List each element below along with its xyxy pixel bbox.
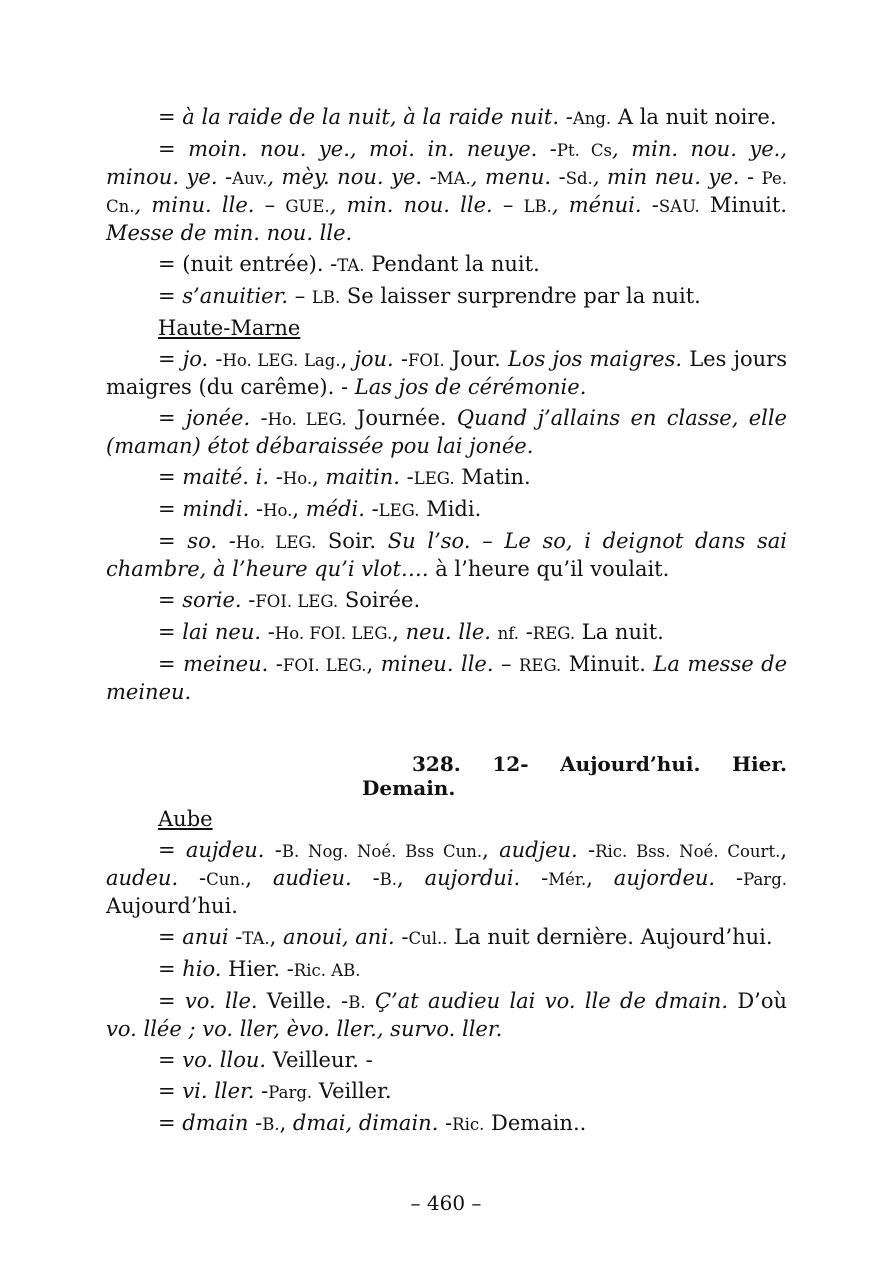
entry-text: Veilleur. - <box>266 1048 373 1072</box>
dialect-form: maitin. <box>325 465 400 489</box>
dialect-form: La messe de meineu. <box>106 652 788 704</box>
locality-abbrev: Pe. Cn. <box>106 169 787 216</box>
locality-abbrev: Ho. LEG. Lag. <box>222 351 341 370</box>
entry-text: - <box>519 620 533 644</box>
entry-text: – <box>254 193 286 217</box>
locality-abbrev: FOI. <box>407 351 445 370</box>
entry-text: , <box>340 347 355 371</box>
dictionary-entry <box>106 136 787 247</box>
dialect-form: à la raide de la nuit, à la raide nuit. <box>182 105 560 129</box>
dictionary-entry <box>106 104 787 132</box>
dictionary-entry <box>106 988 787 1043</box>
entry-text: , <box>482 838 500 862</box>
entries-section-c <box>106 837 787 1138</box>
dialect-form: , mèy. nou. ye. <box>267 165 423 189</box>
dialect-form: moin. nou. ye., moi. in. neuye. <box>188 137 538 161</box>
dialect-form: anui <box>182 925 229 949</box>
dialect-form: , min. nou. lle. <box>329 193 493 217</box>
entry-text: , <box>366 652 381 676</box>
entry-text: - <box>559 105 573 129</box>
entry-text: La nuit dernière. Aujourd’hui. <box>447 925 773 949</box>
entry-text: - <box>254 1079 269 1103</box>
dictionary-entry <box>106 924 787 952</box>
entry-text: - <box>248 1111 263 1135</box>
dialect-form: , menu. <box>470 165 552 189</box>
locality-abbrev: Cun. <box>206 870 246 889</box>
locality-abbrev: GUE. <box>285 197 330 216</box>
dialect-form: audieu. <box>272 866 352 890</box>
entry-text: - <box>249 497 264 521</box>
page-number: – 460 – <box>410 1191 482 1215</box>
dialect-form: mineu. lle. <box>380 652 494 676</box>
entry-text: = <box>158 989 185 1013</box>
region-heading-aube: Aube <box>158 807 213 831</box>
locality-abbrev: MA. <box>436 169 471 188</box>
entry-text: , <box>780 838 788 862</box>
locality-abbrev: Ric. AB. <box>293 961 361 980</box>
dialect-form: so. <box>187 529 218 553</box>
entry-text: Journée. <box>346 406 457 430</box>
dialect-form: Quand j’allains en classe, elle (maman) étot débaraissée pou lai jonée. <box>106 406 787 458</box>
entry-text: - <box>261 620 275 644</box>
section-word-aujourdhui: Aujourd’hui. <box>560 752 701 776</box>
locality-abbrev: Pt. Cs <box>556 141 613 160</box>
locality-abbrev: Parg. <box>268 1083 313 1102</box>
entry-text: Aujourd’hui. <box>106 894 238 918</box>
locality-abbrev: Ric. Bss. Noé. Court. <box>595 842 781 861</box>
dialect-form: Messe de min. nou. lle. <box>106 221 353 245</box>
dialect-form: vo. llée ; vo. ller, èvo. ller., survo. ller. <box>106 1017 503 1041</box>
dialect-form: , min neu. ye. <box>592 165 740 189</box>
dictionary-entry <box>106 651 787 706</box>
locality-abbrev: Ho. FOI. LEG. <box>274 624 393 643</box>
entry-text: Les jours maigres (du carême). - <box>106 347 787 399</box>
locality-abbrev: TA. <box>242 929 270 948</box>
dictionary-entry <box>106 837 787 920</box>
entry-text: - <box>269 465 283 489</box>
locality-abbrev: Ho. LEG. <box>235 533 317 552</box>
entry-text: = <box>158 1048 183 1072</box>
entry-text: = <box>158 465 183 489</box>
entry-text: - <box>268 652 283 676</box>
dialect-form: Su l’so. – Le so, i deignot dans sai chambre, à l’heure qu’i vlot…. <box>106 529 787 581</box>
entry-text: , <box>392 620 406 644</box>
entry-text: - <box>178 866 207 890</box>
entry-text: – <box>288 284 312 308</box>
dialect-form: audeu. <box>106 866 179 890</box>
entry-text: = <box>158 105 183 129</box>
entry-text: - <box>228 925 243 949</box>
entry-text: - <box>537 137 557 161</box>
dialect-form: neu. lle. <box>405 620 491 644</box>
locality-abbrev: SAU. <box>658 197 700 216</box>
entry-text: Jour. <box>444 347 508 371</box>
entry-text: - <box>364 497 379 521</box>
entry-text: à l’heure qu’il voulait. <box>428 557 670 581</box>
dictionary-entry <box>106 1078 787 1106</box>
entry-text <box>491 620 498 644</box>
entry-text: - <box>715 866 744 890</box>
dialect-form: dmain <box>182 1111 249 1135</box>
section-heading-line1 <box>412 752 787 776</box>
entry-text: = <box>158 925 183 949</box>
dialect-form: Ç’at audieu lai vo. lle de dmain. <box>374 989 728 1013</box>
entry-text: Minuit. <box>699 193 788 217</box>
section-heading-line2: Demain. <box>362 776 456 800</box>
locality-abbrev: Mér. <box>548 870 587 889</box>
entry-text: , <box>292 497 306 521</box>
entry-text: Pendant la nuit. <box>364 252 540 276</box>
locality-abbrev: B. <box>379 870 398 889</box>
entry-text: , <box>586 866 614 890</box>
dialect-form: meineu. <box>183 652 269 676</box>
locality-abbrev: LB. <box>523 197 552 216</box>
section-number: 328. <box>412 752 461 776</box>
locality-abbrev: REG. <box>519 656 562 675</box>
entry-text: = <box>158 497 183 521</box>
dialect-form: mindi. <box>182 497 250 521</box>
dictionary-entry <box>106 528 787 583</box>
entry-text: , <box>245 866 273 890</box>
entry-text: – <box>492 193 524 217</box>
entry-text: Hier. - <box>221 957 294 981</box>
dictionary-entry <box>106 405 787 460</box>
dictionary-entry <box>106 587 787 615</box>
dialect-form: jonée. <box>185 406 251 430</box>
locality-abbrev: Sd. <box>565 169 593 188</box>
entry-text: - <box>394 925 409 949</box>
dictionary-entry <box>106 464 787 492</box>
dialect-form: aujdeu. <box>185 838 265 862</box>
locality-abbrev: LEG. <box>413 469 455 488</box>
entry-text: = <box>158 406 186 430</box>
entries-section-a <box>106 104 787 311</box>
entry-text: = <box>158 588 183 612</box>
locality-abbrev: REG. <box>532 624 576 643</box>
dictionary-entry <box>106 619 787 647</box>
dialect-form: Las jos de cérémonie. <box>354 375 587 399</box>
locality-abbrev: Auv. <box>232 169 268 188</box>
dictionary-entry <box>106 1110 787 1138</box>
dialect-form: , minu. lle. <box>134 193 255 217</box>
entry-text: Se laisser surprendre par la nuit. <box>340 284 701 308</box>
entry-text: - <box>438 1111 453 1135</box>
entry-text: Soir. <box>316 529 388 553</box>
dialect-form: vi. ller. <box>182 1079 255 1103</box>
entry-text: Minuit. <box>561 652 654 676</box>
dialect-form: hio. <box>182 957 222 981</box>
entries-section-b <box>106 346 787 706</box>
entry-text: = <box>158 1079 183 1103</box>
entry-text: = <box>158 838 186 862</box>
section-heading <box>106 752 787 800</box>
region-heading-haute-marne: Haute-Marne <box>158 316 301 340</box>
entry-text: - <box>250 406 268 430</box>
entry-text: - <box>217 165 233 189</box>
locality-abbrev: Ho. <box>263 501 293 520</box>
dictionary-entry <box>106 1047 787 1074</box>
dialect-form: lai neu. <box>182 620 262 644</box>
locality-abbrev: FOI. LEG. <box>282 656 367 675</box>
entry-text: = <box>158 137 189 161</box>
entry-text: Veille. - <box>257 989 349 1013</box>
dialect-form: jou. <box>354 347 394 371</box>
locality-abbrev: LB. <box>311 288 341 307</box>
entry-text: - <box>551 165 566 189</box>
entry-text: , <box>312 465 326 489</box>
dictionary-entry <box>106 346 787 401</box>
locality-abbrev: Ang. <box>572 109 612 128</box>
entry-text: - <box>208 347 223 371</box>
dictionary-entry <box>106 251 787 279</box>
entry-text: = <box>158 529 188 553</box>
entry-text: - <box>351 866 380 890</box>
dialect-form: vo. lle. <box>184 989 258 1013</box>
dialect-form: aujordeu. <box>613 866 716 890</box>
dialect-form: jo. <box>182 347 209 371</box>
locality-abbrev: LEG. <box>378 501 420 520</box>
locality-abbrev: Cul.. <box>408 929 448 948</box>
entry-text: - <box>264 838 282 862</box>
locality-abbrev: nf. <box>497 624 520 643</box>
entry-text: A la nuit noire. <box>611 105 777 129</box>
dialect-form: anoui, ani. <box>282 925 395 949</box>
locality-abbrev: Ho. <box>282 469 313 488</box>
entry-text: = <box>158 1111 183 1135</box>
locality-abbrev: Parg. <box>743 870 788 889</box>
dialect-form: , ménui. <box>551 193 642 217</box>
entry-text: Soirée. <box>338 588 421 612</box>
entry-text: = <box>158 284 183 308</box>
entry-text <box>366 989 375 1013</box>
dictionary-entry <box>106 283 787 311</box>
section-word-hier: Hier. <box>732 752 787 776</box>
entry-text: = <box>158 957 183 981</box>
dialect-form: , min. nou. ye., minou. ye. <box>106 137 787 189</box>
entry-text: Midi. <box>419 497 482 521</box>
entry-text: - <box>577 838 596 862</box>
section-part: 12- <box>492 752 529 776</box>
entry-text: , <box>269 925 283 949</box>
entry-text: La nuit. <box>575 620 664 644</box>
entry-text: – <box>493 652 519 676</box>
entry-text: - <box>217 529 236 553</box>
dialect-form: aujordui. <box>424 866 521 890</box>
dialect-form: médi. <box>305 497 365 521</box>
dialect-form: sorie. <box>182 588 242 612</box>
locality-abbrev: B. Nog. Noé. Bss Cun. <box>281 842 483 861</box>
dialect-form: Los jos maigres. <box>507 347 683 371</box>
locality-abbrev: FOI. LEG. <box>255 592 339 611</box>
entry-text: , <box>279 1111 293 1135</box>
dialect-form: audjeu. <box>499 838 578 862</box>
entry-text: - <box>422 165 437 189</box>
entry-text: , <box>397 866 425 890</box>
dialect-form: dmai, dimain. <box>292 1111 439 1135</box>
dictionary-entry <box>106 956 787 984</box>
dialect-form: maité. i. <box>182 465 270 489</box>
entry-text: - <box>739 165 762 189</box>
dialect-form: vo. llou. <box>182 1048 267 1072</box>
entry-text: = (nuit entrée). - <box>158 252 338 276</box>
locality-abbrev: B. <box>262 1115 280 1134</box>
dialect-form: s’anuitier. <box>182 284 289 308</box>
entry-text: D’où <box>728 989 787 1013</box>
dictionary-entry <box>106 496 787 524</box>
entry-text: = <box>158 620 183 644</box>
entry-text: = <box>158 652 184 676</box>
locality-abbrev: B. <box>348 993 366 1012</box>
locality-abbrev: Ho. LEG. <box>267 410 347 429</box>
entry-text: - <box>520 866 549 890</box>
locality-abbrev: Ric. <box>452 1115 485 1134</box>
entry-text: - <box>641 193 659 217</box>
entry-text: - <box>399 465 414 489</box>
entry-text: - <box>241 588 256 612</box>
locality-abbrev: TA. <box>337 256 365 275</box>
page-body <box>106 104 787 1142</box>
entry-text: Veiller. <box>312 1079 392 1103</box>
entry-text: - <box>393 347 408 371</box>
entry-text: Matin. <box>454 465 531 489</box>
entry-text: Demain.. <box>484 1111 587 1135</box>
entry-text: = <box>158 347 183 371</box>
